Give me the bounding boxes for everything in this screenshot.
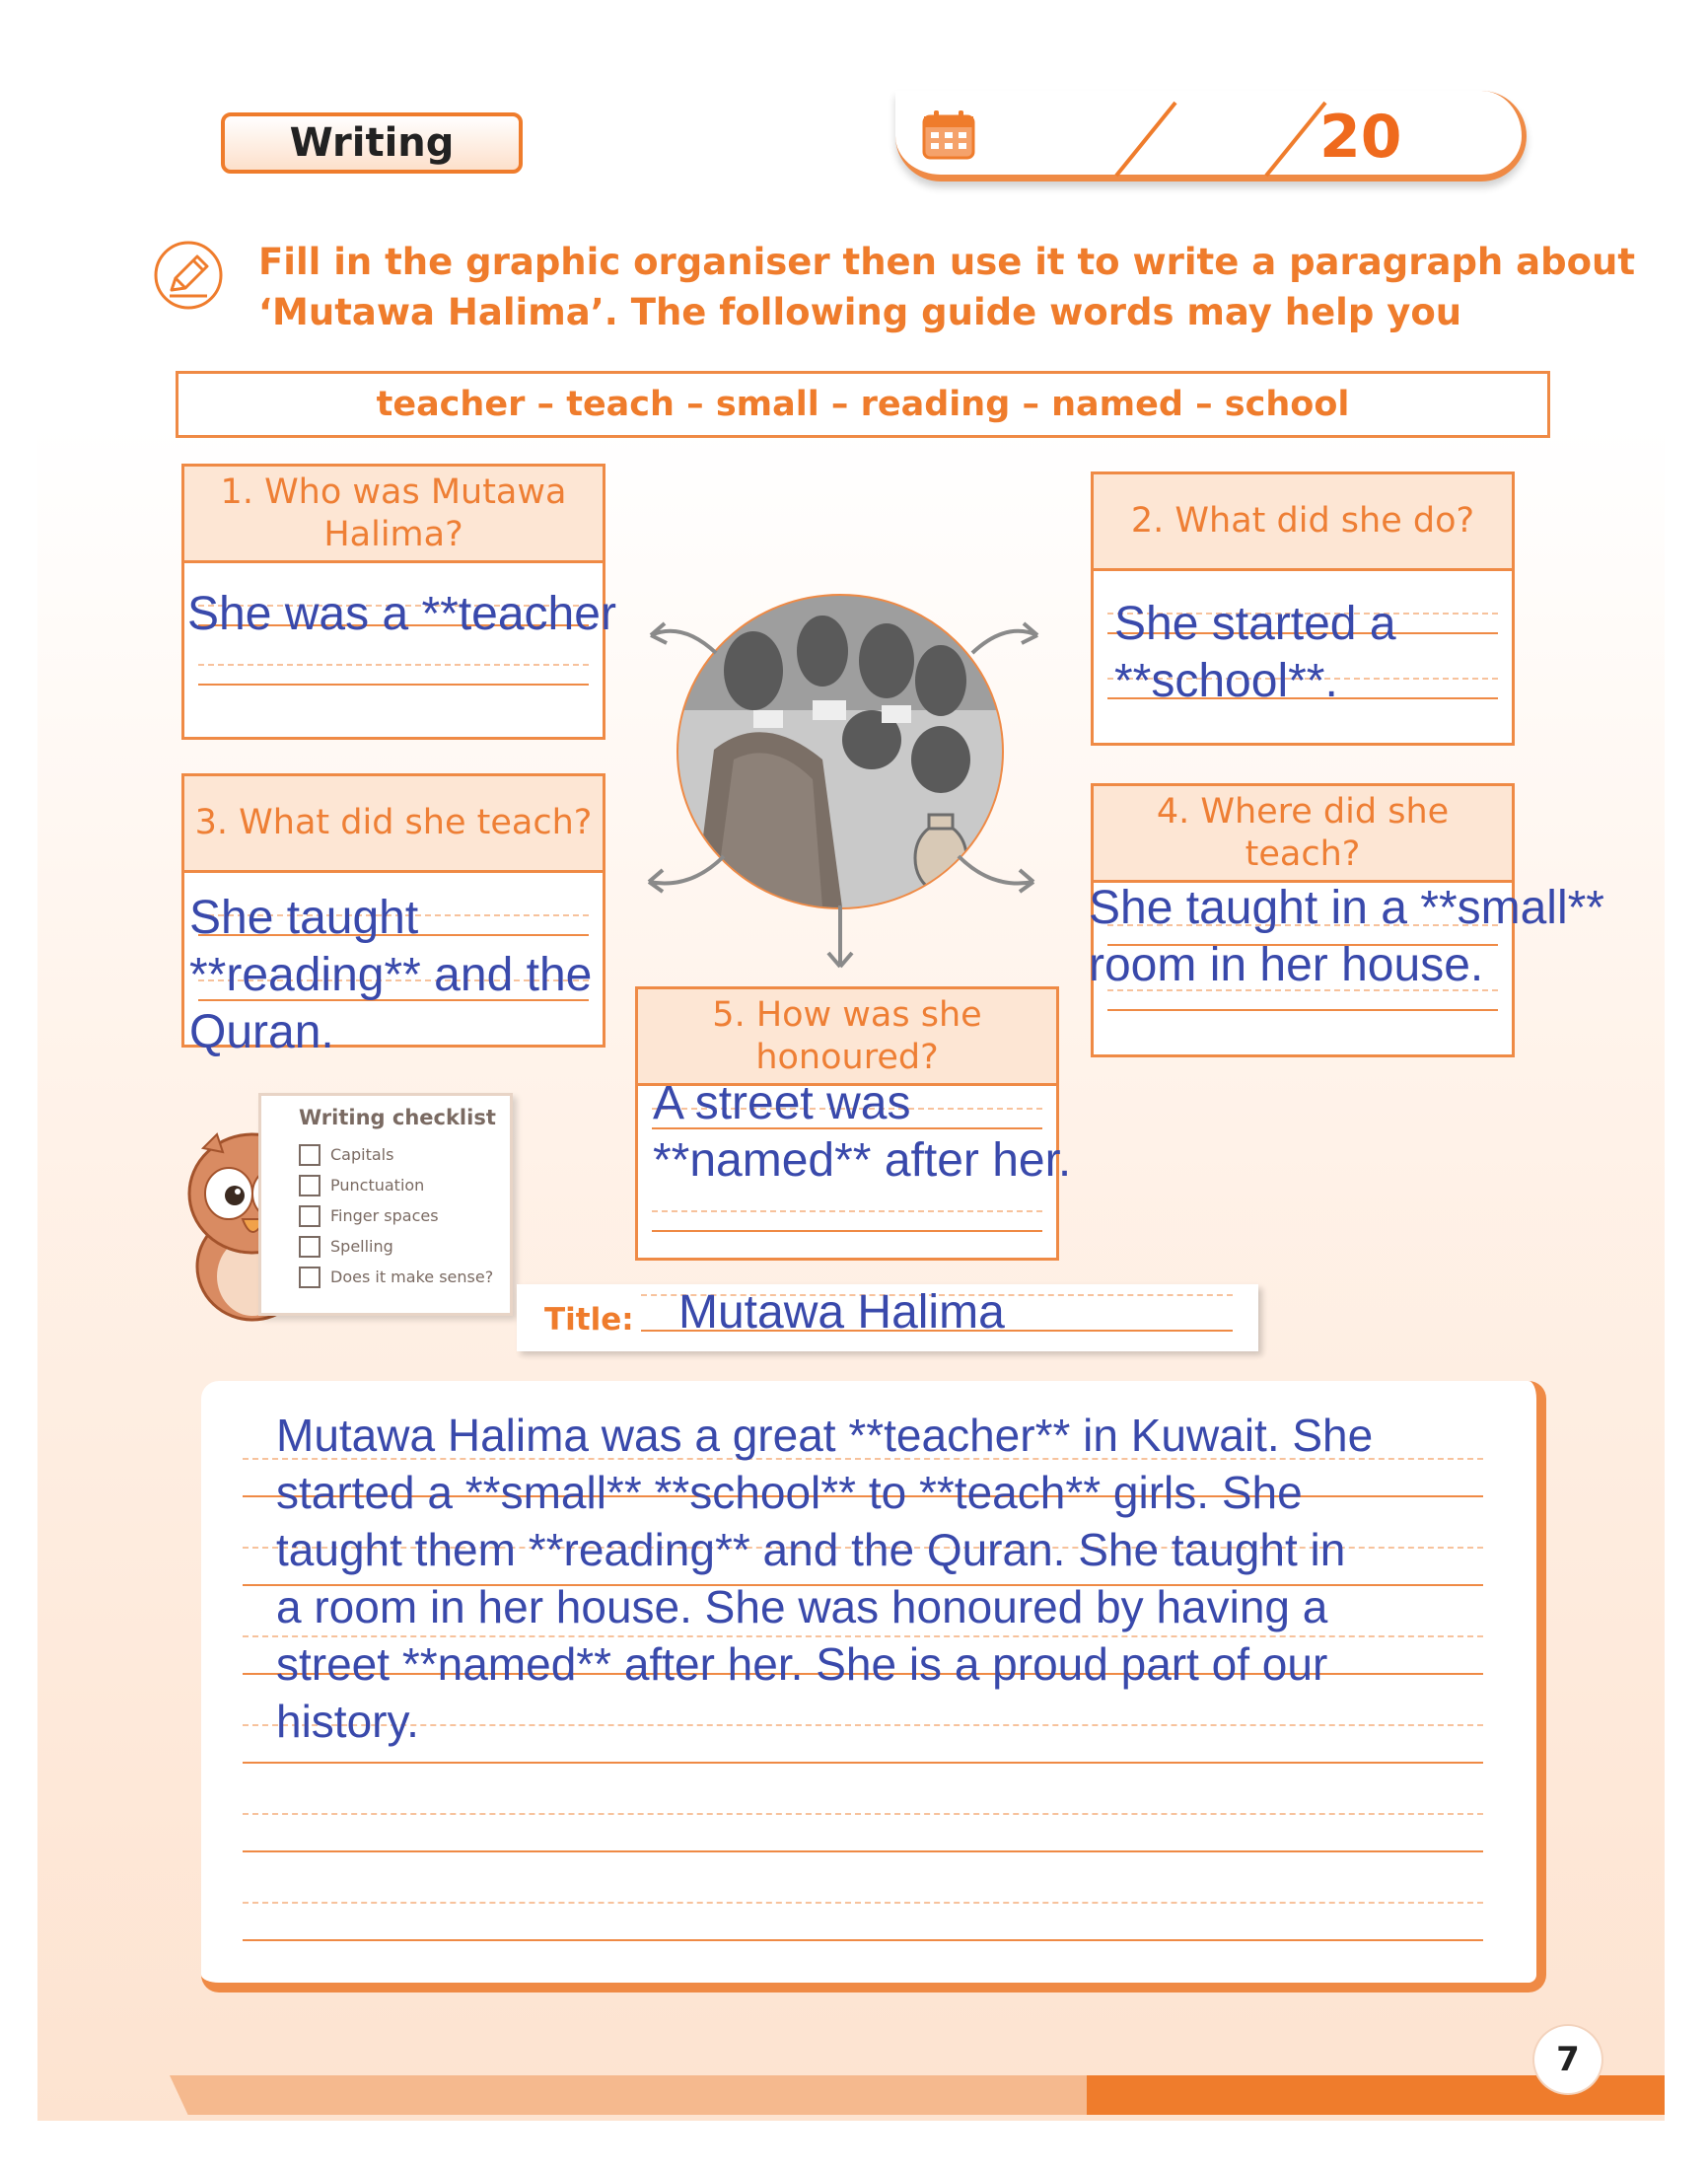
arrow-to-q5: [820, 902, 860, 975]
title-label: Title:: [544, 1302, 634, 1338]
checklist-title: Writing checklist: [299, 1106, 496, 1129]
checklist-item[interactable]: [299, 1200, 510, 1231]
paragraph-line: taught them **reading** and the Quran. She taught in: [276, 1524, 1346, 1575]
section-label-text: Writing: [289, 120, 455, 166]
pencil-icon: [152, 239, 225, 312]
writing-checklist: [258, 1093, 513, 1316]
checklist-item-label: Spelling: [330, 1237, 393, 1256]
answer-2[interactable]: She started a **school**.: [1114, 598, 1396, 707]
question-3: 3. What did she teach?: [184, 776, 603, 873]
title-strip: [517, 1284, 1258, 1351]
arrow-to-q3: [641, 850, 730, 900]
checklist-item[interactable]: [299, 1170, 510, 1200]
checkbox-icon[interactable]: [299, 1144, 320, 1166]
calendar-icon: [921, 109, 976, 160]
checklist-item[interactable]: [299, 1139, 510, 1170]
question-4: 4. Where did she teach?: [1094, 786, 1512, 883]
title-input[interactable]: Mutawa Halima: [678, 1286, 1005, 1339]
day-number: 20: [1319, 103, 1402, 172]
checkbox-icon[interactable]: [299, 1175, 320, 1196]
paragraph-line: Mutawa Halima was a great **teacher** in Kuwait. She: [276, 1410, 1374, 1461]
date-bar: [895, 91, 1527, 181]
question-5: 5. How was she honoured?: [638, 989, 1056, 1086]
paragraph-line: street **named** after her. She is a proud part of our: [276, 1638, 1328, 1690]
arrow-to-q1: [643, 612, 722, 661]
checklist-item[interactable]: [299, 1231, 510, 1262]
section-label: [221, 112, 523, 174]
page-number-badge: [1534, 2026, 1601, 2093]
instruction-line-2: ‘Mutawa Halima’. The following guide words may help you: [258, 291, 1462, 333]
answer-4[interactable]: She taught in a **small** room in her house.: [1089, 882, 1604, 991]
answer-3[interactable]: She taught **reading** and the Quran.: [189, 892, 593, 1058]
checklist-item-label: Capitals: [330, 1145, 394, 1164]
answer-5[interactable]: A street was **named** after her.: [653, 1077, 1072, 1187]
checkbox-icon[interactable]: [299, 1205, 320, 1227]
checklist-item-label: Punctuation: [330, 1176, 425, 1195]
paragraph-line: a room in her house. She was honoured by having a: [276, 1581, 1328, 1632]
guide-words-box: [176, 371, 1550, 438]
checkbox-icon[interactable]: [299, 1267, 320, 1288]
answer-1[interactable]: She was a **teacher: [187, 588, 616, 640]
date-slash-1: [1110, 101, 1179, 178]
footer-band-light: [170, 2075, 1087, 2115]
paragraph-line: started a **small** **school** to **teach** girls. She: [276, 1467, 1303, 1518]
arrow-to-q4: [953, 850, 1041, 900]
question-1: 1. Who was Mutawa Halima?: [184, 467, 603, 563]
arrow-to-q2: [966, 612, 1045, 661]
paragraph-text[interactable]: [276, 1407, 1519, 1750]
checkbox-icon[interactable]: [299, 1236, 320, 1258]
question-2: 2. What did she do?: [1094, 474, 1512, 571]
checklist-item-label: Finger spaces: [330, 1206, 439, 1225]
paragraph-line: history.: [276, 1696, 419, 1747]
guide-words: teacher – teach – small – reading – named – school: [376, 385, 1350, 424]
checklist-item-label: Does it make sense?: [330, 1268, 494, 1286]
instruction-line-1: Fill in the graphic organiser then use it to write a paragraph about: [258, 241, 1636, 283]
page-number: 7: [1556, 2040, 1580, 2079]
checklist-item[interactable]: [299, 1262, 510, 1292]
